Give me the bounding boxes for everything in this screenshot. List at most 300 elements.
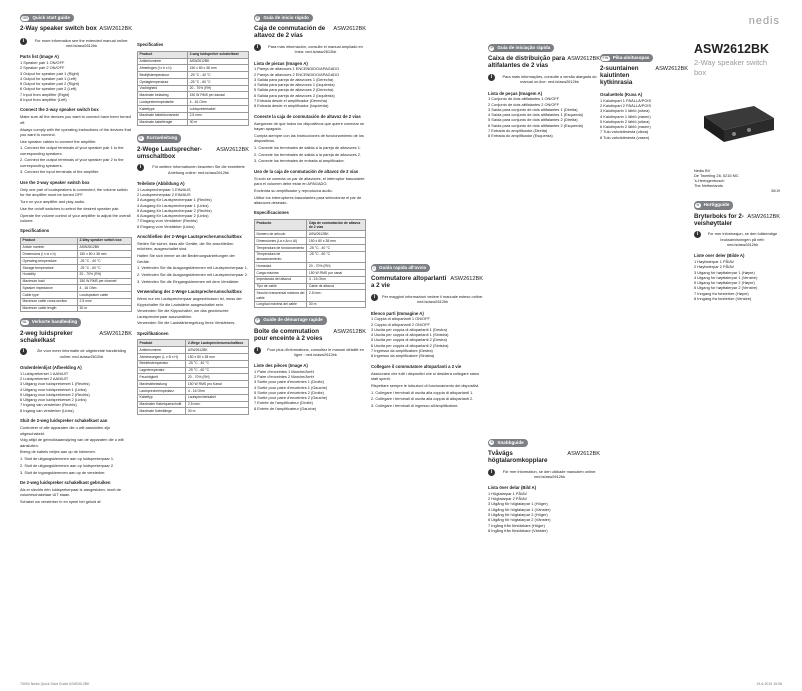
spec-row	[255, 290, 366, 301]
spec-cell: 2-weg luidspreker schakelkast	[188, 51, 249, 58]
paragraph: Si solo se conecta un par de altavoces, el interruptor basculante para el volumen debe estar en APAGADO.	[254, 175, 365, 187]
spec-cell: Impedancia del altavoz	[255, 276, 307, 283]
info-icon: i	[488, 469, 495, 476]
parts-list	[254, 369, 366, 411]
title-row: Tvåvägs högtalaromkopplare ASW2612BK	[488, 449, 600, 464]
spec-row	[21, 258, 132, 265]
list-item: 4 Uitgang voor luidsprekerset 1 (Links)	[20, 386, 87, 392]
list-item: 8 Ingresso da amplificatore (Sinistra)	[371, 353, 435, 359]
list-item: 5 Salida para pareja de altavoces 2 (Derecha)	[254, 87, 334, 93]
spec-cell: 150 W RMS per kanaal	[188, 92, 249, 99]
info-icon: i	[20, 38, 27, 45]
spec-cell: 4 - 16 Ohm	[188, 99, 249, 106]
list-item: 1 Coppia di altoparlanti 1 ON/OFF	[371, 316, 430, 322]
section-heading: GB Quick start guide	[20, 14, 74, 22]
list-item: 4 Utgang for høyttalerpar 1 (Venstre)	[694, 274, 758, 280]
list-item: 4 Utgång för högtalarpar 1 (Vänster)	[488, 506, 551, 512]
spec-cell: Lagertemperatur	[138, 367, 186, 374]
spec-row	[138, 92, 249, 99]
paragraph-list	[254, 176, 366, 205]
list-item: 5 Uscita per coppia di altoparlanti 2 (Destra)	[371, 337, 447, 343]
parts-list	[371, 316, 483, 358]
info-box: i For mer informasjon, se den fullstendige bruksanvisningen på nett: ned.is/asw2612bk	[694, 231, 780, 247]
list-item: Nedis BV	[694, 167, 711, 173]
cover	[694, 14, 780, 193]
spec-cell: 150 W RMS per channel	[78, 278, 132, 285]
paragraph: Als er slechts één luidsprekerpaar is aangesloten, moet de volumeschakelaar UIT staan.	[20, 487, 121, 498]
brand-logo: nedis	[748, 15, 780, 27]
column-5	[488, 14, 600, 533]
spec-row	[138, 112, 249, 119]
spec-cell: Product	[21, 237, 78, 244]
paragraph: 2. Verbinden Sie die Ausgangsklemmen mit Lautsprecherpaar 2.	[137, 272, 248, 278]
list-item: 2 Pareja de altavoces 2 ENCENDIDO/APAGADO	[254, 71, 340, 77]
paragraph: 1. Collegare i terminali di uscita alla coppia di altoparlanti 1.	[371, 389, 474, 395]
parts-title: Liste over deler (Bilde A)	[694, 253, 745, 259]
spec-row	[138, 65, 249, 72]
paragraph: 1. Conecte los terminales de salida a la pareja de altavoces 1.	[254, 144, 362, 150]
paragraph-list	[371, 371, 483, 409]
spec-cell: Loudspeaker cable	[78, 292, 132, 299]
section-heading: D Kurzanleitung	[137, 134, 181, 142]
spec-row	[138, 408, 249, 415]
column-1	[20, 14, 132, 506]
spec-cell: Operating temperature	[21, 258, 78, 265]
paragraph: Assicurarsi che tutti i dispositivi che si desidera collegare siano stati spenti.	[371, 370, 480, 382]
spec-row	[255, 301, 366, 308]
spec-cell: Luidsprekerimpedantie	[138, 99, 188, 106]
spec-cell: Maximale Kabellänge	[138, 408, 186, 415]
spec-cell: Lautsprecherimpedanz	[138, 387, 186, 394]
spec-row	[138, 347, 249, 354]
spec-cell: Artikelnummer	[138, 58, 188, 65]
spec-cell: Número de artículo	[255, 231, 307, 238]
spec-cell: Luidsprekerkabel	[188, 106, 249, 113]
spec-cell: 30 m	[186, 408, 249, 415]
title-row: 2-Way speaker switch box ASW2612BK	[20, 25, 132, 33]
spec-cell: Longitud máxima del cable	[255, 301, 307, 308]
spec-row	[138, 354, 249, 361]
spec-cell: -25 °C - 40 °C	[186, 360, 249, 367]
parts-list	[254, 66, 366, 108]
list-item: 8 Input from amplifier (Left)	[20, 96, 67, 102]
spec-cell: 2-Wege Lautsprecherumschaltbox	[186, 340, 249, 347]
list-item: 1 Lautsprecherpaar 1 EIN/AUS	[137, 186, 191, 192]
paragraph: Encienda su amplificador y reproduzca audio.	[254, 188, 333, 193]
list-item: 2 Luidsprekerset 2 AAN/UIT	[20, 376, 69, 382]
spec-cell: Cable type	[21, 292, 78, 299]
page-number: 06/19	[771, 188, 780, 193]
section-pt	[488, 44, 600, 139]
spec-cell: 2,5 mm²	[186, 401, 249, 408]
info-icon: i	[488, 74, 495, 81]
parts-title: Lista över delar (Bild A)	[488, 485, 537, 491]
info-icon: i	[20, 348, 27, 355]
info-icon: i	[254, 44, 261, 51]
list-item: 2 Högtalarpar 2 PÅ/AV	[488, 496, 528, 502]
spec-row	[138, 394, 249, 401]
list-item: 3 Utgång för högtalarpar 1 (Höger)	[488, 501, 548, 507]
spec-cell: Artikelnummer	[138, 347, 186, 354]
title-row: Caixa de distribuição para altifalantes de 2 vias ASW2612BK	[488, 55, 600, 70]
list-item: 2 Coppia di altoparlanti 2 ON/OFF	[371, 321, 430, 327]
paragraph: Always comply with the operating instructions of the devices that you want to connect.	[20, 126, 131, 137]
spec-cell: Temperatura de almacenamiento	[255, 251, 307, 262]
spec-cell: Temperatura de funcionamiento	[255, 245, 307, 252]
paragraph: 3. Connect the input terminals of the amplifier.	[20, 169, 100, 175]
paragraph: Turn on your amplifier and play audio.	[20, 198, 86, 204]
paragraph-list	[20, 187, 132, 223]
list-item: The Netherlands	[694, 183, 723, 189]
title-row: 2-suuntainen kaiutinten kytkinrasia ASW2612BK	[600, 65, 688, 87]
info-icon: i	[254, 347, 261, 354]
section-subtitle: Verwendung der 2-Wege Lautsprecherumschaltbox	[137, 289, 242, 295]
list-item: 5 Uitgang voor luidsprekerset 2 (Rechts)	[20, 391, 90, 397]
spec-table	[137, 339, 249, 415]
section-subtitle: De 2-weg luidspreker schakelkast gebruiken	[20, 479, 111, 485]
column-2	[137, 14, 249, 415]
spec-cell: Article number	[21, 244, 78, 251]
spec-cell: Kabeltype	[138, 106, 188, 113]
spec-row	[138, 51, 249, 58]
paragraph: 3. Verbinden Sie die Eingangsklemmen mit dem Verstärker.	[137, 278, 240, 284]
list-item: 8 Entrada do amplificador (Esquerda)	[488, 133, 553, 139]
spec-cell: ASW2612BK	[307, 231, 366, 238]
spec-cell: -25 °C - 60 °C	[188, 78, 249, 85]
list-item: 3 Uitgang voor luidsprekerset 1 (Rechts)	[20, 381, 90, 387]
spec-row	[138, 360, 249, 367]
spec-row	[138, 367, 249, 374]
spec-cell: 2.5 mm²	[307, 290, 366, 301]
list-item: 6 Sortie pour paire d'enceintes 2 (Gauche)	[254, 395, 328, 401]
spec-row	[21, 305, 132, 312]
list-item: 7 Ingang van versterker (Rechts)	[20, 402, 77, 408]
paragraph: Volg altijd de gebruiksaanwijzing van de apparaten die u wilt aansluiten.	[20, 437, 124, 448]
parts-title: Liste des pièces (Image A)	[254, 363, 308, 369]
paragraph-list	[20, 425, 132, 475]
column-3	[254, 14, 366, 411]
paragraph: Halten Sie sich immer an die Bedienungsanleitungen der Geräte.	[137, 253, 235, 264]
list-item: 2 Paire d'enceintes 2 Marche/Arrêt	[254, 374, 314, 380]
info-box: i Para mais informações, consulte a versão alargada do manual on-line: ned.is/asw2612bk	[488, 74, 600, 85]
paragraph: Use speaker cables to connect the amplifier.	[20, 138, 97, 144]
spec-cell: Producto	[255, 220, 307, 231]
paragraph: Verwenden Sie die Kippschalter, um das gewünschte Lautsprecherpaar auszuwählen.	[137, 308, 229, 319]
parts-list	[488, 96, 600, 138]
section-es	[254, 14, 366, 308]
parts-title: Parts list (Image A)	[20, 54, 59, 60]
parts-list	[600, 98, 688, 140]
list-item: 7 Input from amplifier (Right)	[20, 91, 70, 97]
spec-row	[255, 238, 366, 245]
spec-cell: Maximale kabellengte	[138, 119, 188, 126]
info-box: i Per maggiori informazioni vedere il manuale esteso online: ned.is/asw2612bk	[371, 294, 483, 305]
list-item: 3 Utgang for høyttalerpar 1 (Høyre)	[694, 269, 755, 275]
list-item: 8 Ingång från förstärkare (Vänster)	[488, 527, 548, 533]
spec-row	[255, 269, 366, 276]
info-box: i Zie voor meer informatie de uitgebreide handleiding online: ned.is/asw2612bk	[20, 348, 132, 359]
paragraph: 2. Collegare i terminali di uscita alla coppia di altoparlanti 2.	[371, 396, 474, 402]
spec-row	[138, 72, 249, 79]
list-item: 6 Kaiutinparin 2 lähtö (vasen)	[600, 124, 651, 130]
spec-row	[138, 381, 249, 388]
list-item: 3 Output for speaker pair 1 (Right)	[20, 70, 80, 76]
column-6	[600, 14, 780, 301]
spec-row	[21, 292, 132, 299]
spec-cell: Carga máxima	[255, 269, 307, 276]
spec-cell: 30 m	[78, 305, 132, 312]
section-en	[20, 14, 132, 312]
spec-cell: Maximaler Kabelquerschnitt	[138, 401, 186, 408]
info-icon: i	[694, 231, 701, 238]
spec-cell: -25 °C - 40 °C	[188, 72, 249, 79]
list-item: 2 Speaker pair 2 ON/OFF	[20, 65, 65, 71]
list-item: 8 Ingang van versterker (Links)	[20, 407, 74, 413]
list-item: 4 Ausgang für Lautsprecherpaar 1 (Links)	[137, 202, 209, 208]
spec-cell: Maximum cable length	[21, 305, 78, 312]
list-item: 8 Eingang vom Verstärker (Links)	[137, 223, 195, 229]
list-item: 3 Salida para pareja de altavoces 1 (Derecha)	[254, 76, 334, 82]
spec-cell: Vochtigheid	[138, 85, 188, 92]
section-heading: NL Verkorte handleiding	[20, 318, 81, 326]
list-item: 5 Ausgang für Lautsprecherpaar 2 (Rechts)	[137, 207, 212, 213]
spec-cell: ASW2612BK	[186, 347, 249, 354]
spec-cell: 20 - 70% (RH)	[307, 263, 366, 270]
section-heading: I Guida rapida all'avvio	[371, 264, 430, 272]
spec-title: Spezifikationen	[137, 330, 169, 336]
info-box: i För mer information, se den utökade manualen online: ned.is/asw2612bk	[488, 469, 600, 480]
spec-cell: -25 °C - 60 °C	[78, 264, 132, 271]
list-item: 5 Sortie pour paire d'enceintes 2 (Droite)	[254, 389, 324, 395]
spec-row	[138, 374, 249, 381]
list-item: 3 Saída para conjunto de dois altifalantes 1 (Direita)	[488, 106, 578, 112]
spec-cell: Opslagtemperatuur	[138, 78, 188, 85]
paragraph: Make sure all the devices you want to connect have been turned off.	[20, 114, 131, 125]
spec-cell: Produkt	[138, 340, 186, 347]
section-heading: S Snabbguide	[488, 439, 528, 447]
spec-cell: Maximalbelastung	[138, 381, 186, 388]
list-item: 6 Utgang for høyttalerpar 2 (Venstre)	[694, 285, 758, 291]
list-item: 5 Kaiutinparin 2 lähtö (oikea)	[600, 118, 650, 124]
section-heading: N Hurtigguide	[694, 201, 733, 209]
parts-title: Lista de piezas (Imagen A)	[254, 60, 308, 66]
section-fr	[254, 316, 366, 411]
title-row: Boîte de commutation pour enceinte à 2 voies ASW2612BK	[254, 327, 366, 342]
list-item: 7 Entrada do amplificador (Direita)	[488, 127, 548, 133]
parts-title: Lista de peças (Imagem A)	[488, 90, 543, 96]
list-item: 's-Hertogenbosch	[694, 178, 725, 184]
spec-cell: Cable de altavoz	[307, 283, 366, 290]
spec-cell: Dimensiones (La x An x Al)	[255, 238, 307, 245]
cover-model: ASW2612BK	[694, 41, 770, 56]
parts-title: Elenco parti (Immagine A)	[371, 310, 424, 316]
paragraph: Operate the volume control of your amplifier to adjust the overall volume.	[20, 212, 131, 223]
spec-cell: -25 °C - 40 °C	[78, 258, 132, 265]
section-heading: F Guide de démarrage rapide	[254, 316, 327, 324]
paragraph: 3. Collegare i terminali di ingresso all'amplificatore.	[371, 403, 459, 409]
title-row: 2-weg luidspreker schakelkast ASW2612BK	[20, 329, 132, 344]
spec-cell: 30 m	[188, 119, 249, 126]
section-heading: E Guía de inicio rápido	[254, 14, 313, 22]
spec-cell: 20 - 70% (RH)	[186, 374, 249, 381]
spec-cell: 20 - 70% (RH)	[188, 85, 249, 92]
paragraph: Verwenden Sie die Lautstärkeregelung Ihres Verstärkers.	[137, 320, 236, 326]
section-fi	[600, 54, 688, 193]
section-subtitle: Conecte la caja de conmutación de altavoz de 2 vías	[254, 113, 361, 119]
list-item: De Tweeling 28, 5215 MC	[694, 172, 739, 178]
list-item: 6 Uscita per coppia di altoparlanti 2 (Sinistra)	[371, 342, 449, 348]
list-item: 8 Tulo vahvistimesta (vasen)	[600, 134, 650, 140]
list-item: 8 Entrée de l'amplificateur (Gauche)	[254, 405, 317, 411]
spec-cell: 150 x 80 x 38 mm	[307, 238, 366, 245]
spec-cell: Caja de conmutación de altavoz de 2 vías	[307, 220, 366, 231]
spec-cell: -25 °C - 60 °C	[186, 367, 249, 374]
spec-cell: 4 - 16 Ohm	[186, 387, 249, 394]
info-box: i Pour plus d'informations, consultez le manuel détaillé en ligne : ned.is/asw2612bk	[254, 347, 366, 358]
spec-row	[21, 278, 132, 285]
paragraph: Utilice los interruptores basculantes para seleccionar el par de altavoces deseado.	[254, 194, 362, 206]
section-heading: FIN Pika-aloitusopas	[600, 54, 653, 62]
spec-cell: 30 m	[307, 301, 366, 308]
spec-row	[138, 58, 249, 65]
spec-cell: 150 W RMS pro Kanal	[186, 381, 249, 388]
spec-cell: Product	[138, 51, 188, 58]
paragraph: Asegúrese de que todos los dispositivos que quiere conectar se hayan apagado.	[254, 120, 365, 132]
parts-title: Teileliste (Abbildung A)	[137, 180, 185, 186]
product-image	[694, 86, 780, 156]
paragraph: 1. Verbinden Sie die Ausgangsklemmen mit Lautsprecherpaar 1.	[137, 265, 248, 271]
spec-row	[255, 245, 366, 252]
section-subtitle: Connect the 2-way speaker switch box	[20, 107, 99, 113]
paragraph: 3. Conecte los terminales de entrada al amplificador.	[254, 158, 345, 164]
spec-row	[138, 85, 249, 92]
spec-row	[21, 271, 132, 278]
spec-cell: Storage temperature	[21, 264, 78, 271]
info-box: i Para más información, consulte el manual ampliado en línea: ned.is/asw2612bk	[254, 44, 366, 55]
list-item: 2 Høyttalerpar 2 PÅ/AV	[694, 264, 735, 270]
list-item: 3 Kaiutinparin 1 lähtö (oikea)	[600, 108, 650, 114]
paragraph: 3. Sluit de ingangsklemmen aan op de versterker.	[20, 469, 106, 475]
list-item: 6 Salida para pareja de altavoces 2 (Izquierda)	[254, 92, 335, 98]
list-item: 1 Speaker pair 1 ON/OFF	[20, 60, 65, 66]
spec-cell: Sección transversal máxima del cable	[255, 290, 307, 301]
spec-cell: Lautsprecherkabel	[186, 394, 249, 401]
title-row: Bryterboks for 2-veishøyttaler ASW2612BK	[694, 212, 780, 227]
spec-cell: 4 - 16 Ohm	[307, 276, 366, 283]
info-icon: i	[137, 164, 144, 171]
spec-table	[254, 219, 366, 308]
list-item: 5 Saída para conjunto de dois altifalantes 2 (Direita)	[488, 117, 578, 123]
section-sv	[488, 439, 600, 534]
spec-cell: Maximum load	[21, 278, 78, 285]
parts-title: Osaluettelo (Kuva A)	[600, 92, 643, 97]
spec-row	[138, 78, 249, 85]
list-item: 5 Output for speaker pair 2 (Right)	[20, 81, 80, 87]
parts-list	[137, 187, 249, 229]
spec-row	[21, 298, 132, 305]
section-subtitle: Collegare il commutatore altoparlanti a 2 vie	[371, 363, 462, 369]
section-subtitle: Sluit de 2-weg luidspreker schakelkast aan	[20, 417, 108, 423]
spec-row	[21, 264, 132, 271]
list-item: 4 Saída para conjunto de dois altifalantes 1 (Esquerda)	[488, 112, 583, 118]
paragraph: Use the on/off switches to select the desired speaker pair.	[20, 205, 120, 211]
list-item: 1 Høyttalerpar 1 PÅ/AV	[694, 259, 735, 265]
spec-cell: Humidity	[21, 271, 78, 278]
spec-cell: Humedad	[255, 263, 307, 270]
page-footer: 76094 Nedis Quick Start Guide ASW2612BK 19-6-2019 15:08	[20, 682, 782, 686]
paragraph: Only one pair of loudspeakers is connected, the volume switch for the amplifier must be turned OFF.	[20, 186, 128, 198]
spec-cell: Abmessungen (L x B x H)	[138, 354, 186, 361]
list-item: 7 Inngang fra forsterker (Høyre)	[694, 290, 749, 296]
list-item: 1 Conjunto de dois altifalantes 1 ON/OFF	[488, 96, 560, 102]
list-item: 1 Högtalarpar 1 PÅ/AV	[488, 490, 528, 496]
spec-cell: ASW2612BK	[188, 58, 249, 65]
section-nl	[20, 318, 132, 504]
paragraph: Wenn nur ein Lautsprecherpaar angeschlossen ist, muss der Kippschalter für die Lautstärke ausgeschaltet sein.	[137, 296, 242, 307]
spec-cell: 150 x 80 x 38 mm	[188, 65, 249, 72]
paragraph: 1. Connect the output terminals of your speaker pair 1 to the corresponding speakers.	[20, 145, 124, 156]
paragraph: 1. Sluit de uitgangsklemmen aan op luidsprekerpaar 1.	[20, 456, 115, 462]
spec-cell: Maximum cable cross-section	[21, 298, 78, 305]
spec-cell: -25 °C - 40 °C	[307, 245, 366, 252]
spec-cell: Betriebstemperatur	[138, 360, 186, 367]
spec-cell: 2.5 mm²	[188, 112, 249, 119]
spec-cell: 2-Way speaker switch box	[78, 237, 132, 244]
section-subtitle: Anschließen der 2-Wege Lautsprecherumschaltbox	[137, 233, 242, 239]
spec-cell: Feuchtigkeit	[138, 374, 186, 381]
list-item: 6 Uitgang voor luidsprekerset 2 (Links)	[20, 397, 87, 403]
list-item: 2 Conjunto de dois altifalantes 2 ON/OFF	[488, 101, 560, 107]
spec-cell: Afmetingen (l x b x h)	[138, 65, 188, 72]
spec-cell: 4 - 16 Ohm	[78, 285, 132, 292]
paragraph-list	[20, 114, 132, 174]
spec-row	[138, 387, 249, 394]
spec-row	[138, 401, 249, 408]
parts-list	[694, 259, 780, 301]
spec-cell: Speaker impedance	[21, 285, 78, 292]
list-item: 6 Ausgang für Lautsprecherpaar 2 (Links)	[137, 213, 209, 219]
spec-row	[21, 237, 132, 244]
list-item: 1 Paire d'enceintes 1 Marche/Arrêt	[254, 368, 314, 374]
spec-cell: 150 x 80 x 38 mm	[186, 354, 249, 361]
spec-title: Specifications	[20, 228, 50, 234]
list-item: 6 Saída para conjunto de dois altifalantes 2 (Esquerda)	[488, 122, 583, 128]
title-row: 2-Wege Lautsprecher-umschaltbox ASW2612BK	[137, 145, 249, 160]
info-box: i Für weitere Informationen beachten Sie die erweiterte Anleitung online: ned.is/asw2612bk	[137, 164, 249, 175]
paragraph: 2. Sluit de uitgangsklemmen aan op luidsprekerpaar 2.	[20, 462, 115, 468]
spec-row	[21, 251, 132, 258]
spec-row	[138, 99, 249, 106]
paragraph: Rispettare sempre le istruzioni di funzionamento dei dispositivi.	[371, 382, 480, 388]
spec-cell: Dimensions (l x w x h)	[21, 251, 78, 258]
list-item: 1 Luidsprekerset 1 AAN/UIT	[20, 370, 69, 376]
list-item: 4 Sortie pour paire d'enceintes 1 (Gauche)	[254, 384, 328, 390]
spec-cell: Tipo de cable	[255, 283, 307, 290]
spec-cell: -25 °C - 60 °C	[307, 251, 366, 262]
list-item: 7 Ingresso da amplificatore (Destra)	[371, 347, 433, 353]
list-item: 4 Uscita per coppia di altoparlanti 1 (Sinistra)	[371, 332, 449, 338]
list-item: 7 Eingang vom Verstärker (Rechts)	[137, 218, 198, 224]
paragraph: Cumpla siempre con las instrucciones de funcionamiento de los dispositivos.	[254, 132, 364, 144]
column-4	[371, 14, 483, 410]
spec-table	[20, 237, 132, 313]
list-item: 8 Inngang fra forsterker (Venstre)	[694, 295, 752, 301]
title-row: Caja de conmutación de altavoz de 2 vías ASW2612BK	[254, 25, 366, 40]
list-item: 1 Pareja de altavoces 1 ENCENDIDO/APAGADO	[254, 66, 340, 72]
paragraph: 2. Connect the output terminals of your speaker pair 2 to the corresponding speakers.	[20, 157, 124, 168]
list-item: 5 Utgang for høyttalerpar 2 (Høyre)	[694, 280, 755, 286]
spec-row	[138, 106, 249, 113]
